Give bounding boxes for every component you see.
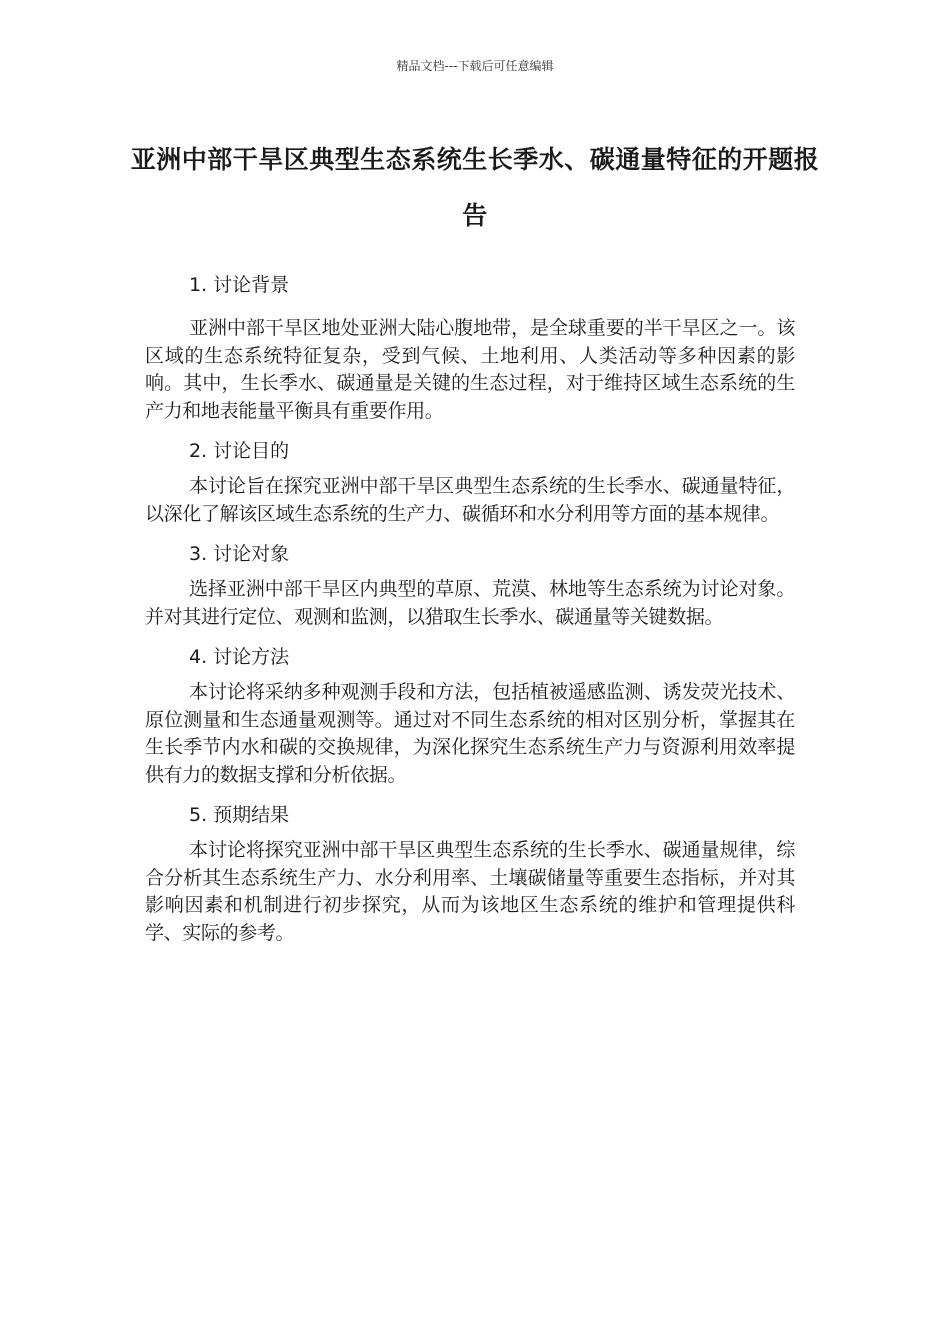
section-paragraph: 选择亚洲中部干旱区内典型的草原、荒漠、林地等生态系统为讨论对象。并对其进行定位、观测和监测，以猎取生长季水、碳通量等关键数据。 [145, 578, 795, 628]
section-method [145, 641, 795, 789]
section-heading: 4. 讨论方法 [189, 646, 290, 668]
section-subject [145, 538, 795, 631]
document-title: 亚洲中部干旱区典型生态系统生长季水、碳通量特征的开题报告 [130, 145, 820, 230]
section-heading: 2. 讨论目的 [189, 440, 290, 462]
section-background [145, 269, 795, 425]
section-purpose [145, 435, 795, 528]
section-paragraph: 亚洲中部干旱区地处亚洲大陆心腹地带，是全球重要的半干旱区之一。该区域的生态系统特征复杂，受到气候、土地利用、人类活动等多种因素的影响。其中，生长季水、碳通量是关键的生态过程，对于维持区域生态系统的生产力和地表能量平衡具有重要作用。 [145, 317, 795, 422]
section-paragraph: 本讨论将采纳多种观测手段和方法，包括植被遥感监测、诱发荧光技术、原位测量和生态通量观测等。通过对不同生态系统的相对区别分析，掌握其在生长季节内水和碳的交换规律，为深化探究生态系统生产力与资源利用效率提供有力的数据支撑和分析依据。 [145, 681, 795, 786]
section-heading: 3. 讨论对象 [189, 543, 290, 565]
page-header: 精品文档---下载后可任意编辑 [396, 59, 554, 73]
document-body [145, 269, 795, 957]
section-heading: 5. 预期结果 [189, 804, 290, 826]
section-paragraph: 本讨论旨在探究亚洲中部干旱区典型生态系统的生长季水、碳通量特征，以深化了解该区域生态系统的生产力、碳循环和水分利用等方面的基本规律。 [145, 475, 795, 525]
section-paragraph: 本讨论将探究亚洲中部干旱区典型生态系统的生长季水、碳通量规律，综合分析其生态系统生产力、水分利用率、土壤碳储量等重要生态指标，并对其影响因素和机制进行初步探究，从而为该地区生态系统的维护和管理提供科学、实际的参考。 [145, 839, 795, 944]
section-heading: 1. 讨论背景 [189, 274, 290, 296]
section-expected-results [145, 799, 795, 947]
